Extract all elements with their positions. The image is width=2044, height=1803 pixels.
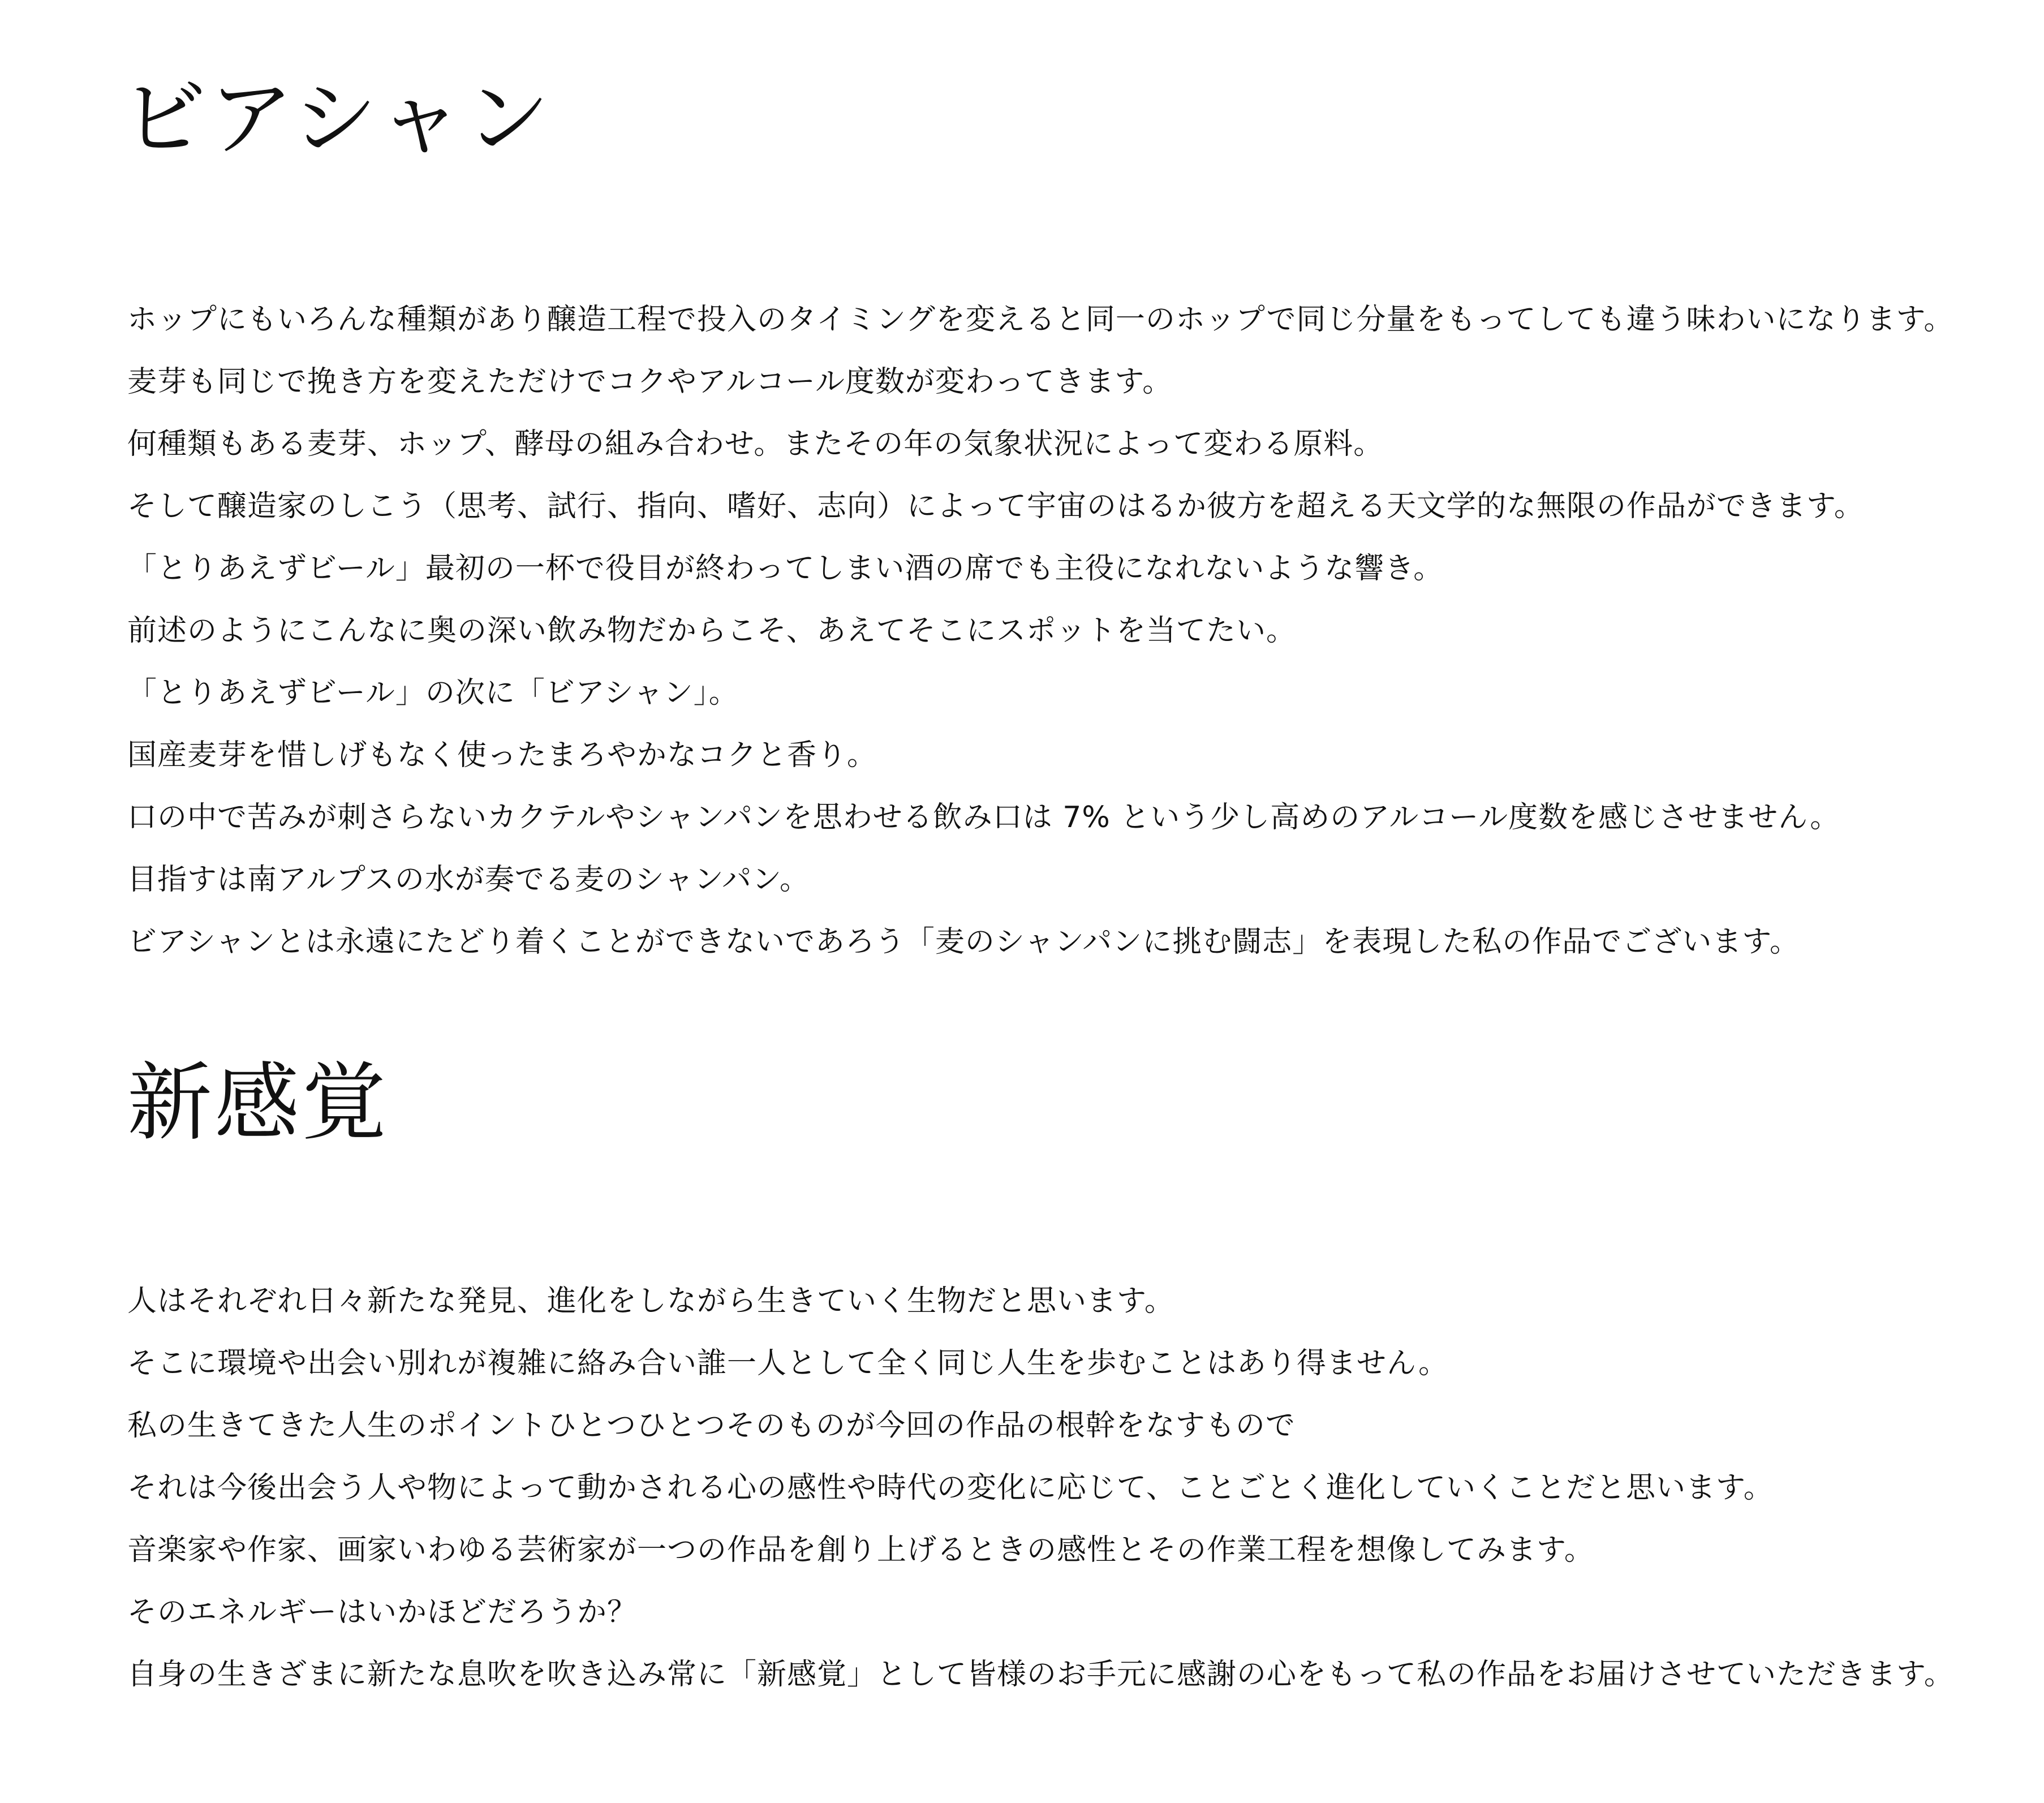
section-title: ビアシャン <box>122 70 553 168</box>
paragraph-line: 私の生きてきた人生のポイントひとつひとつそのものが今回の作品の根幹をなすもので <box>127 1409 1296 1443</box>
paragraph-line: 「とりあえずビール」の次に「ビアシャン」。 <box>127 676 739 710</box>
paragraph-line: 音楽家や作家、画家いわゆる芸術家が一つの作品を創り上げるときの感性とその作業工程を想像してみます。 <box>127 1533 1594 1567</box>
paragraph-line: 前述のようにこんなに奥の深い飲み物だからこそ、あえてそこにスポットを当てたい。 <box>127 614 1296 648</box>
paragraph-line: ホップにもいろんな種類があり醸造工程で投入のタイミングを変えると同一のホップで同じ分量をもってしても違う味わいになります。 <box>127 303 1954 337</box>
section-new-sensation <box>127 1052 1994 1706</box>
paragraph-line: 自身の生きざまに新たな息吹を吹き込み常に「新感覚」として皆様のお手元に感謝の心をもって私の作品をお届けさせていただきます。 <box>127 1658 1954 1692</box>
paragraph-line: 人はそれぞれ日々新たな発見、進化をしながら生きていく生物だと思います。 <box>127 1284 1174 1318</box>
paragraph-line: 何種類もある麦芽、ホップ、酵母の組み合わせ。またその年の気象状況によって変わる原料。 <box>127 427 1384 461</box>
paragraph-line: それは今後出会う人や物によって動かされる心の感性や時代の変化に応じて、ことごとく進化していくことだと思います。 <box>127 1471 1774 1505</box>
paragraph-line: 麦芽も同じで挽き方を変えただけでコクやアルコール度数が変わってきます。 <box>127 365 1173 399</box>
paragraph-line: 「とりあえずビール」最初の一杯で役目が終わってしまい酒の席でも主役になれないような響き。 <box>127 552 1444 586</box>
section-body <box>127 1270 1994 1706</box>
paragraph-line: そして醸造家のしこう（思考、試行、指向、嗜好、志向）によって宇宙のはるか彼方を超える天文学的な無限の作品ができます。 <box>127 489 1864 523</box>
paragraph-line: 国産麦芽を惜しげもなく使ったまろやかなコクと香り。 <box>127 738 877 772</box>
paragraph-line: そのエネルギーはいかほどだろうか？ <box>127 1595 638 1629</box>
paragraph-line: 目指すは南アルプスの水が奏でる麦のシャンパン。 <box>127 863 810 897</box>
section-body <box>127 289 1994 973</box>
section-title: 新感覚 <box>127 1054 389 1152</box>
section-beershan <box>122 68 1994 973</box>
paragraph-line: ビアシャンとは永遠にたどり着くことができないであろう「麦のシャンパンに挑む闘志」を表現した私の作品でございます。 <box>127 925 1800 959</box>
paragraph-line: そこに環境や出会い別れが複雑に絡み合い誰一人として全く同じ人生を歩むことはあり得ません。 <box>127 1346 1449 1380</box>
paragraph-line: 口の中で苦みが刺さらないカクテルやシャンパンを思わせる飲み口は 7% という少し高めのアルコール度数を感じさせません。 <box>127 801 1840 834</box>
